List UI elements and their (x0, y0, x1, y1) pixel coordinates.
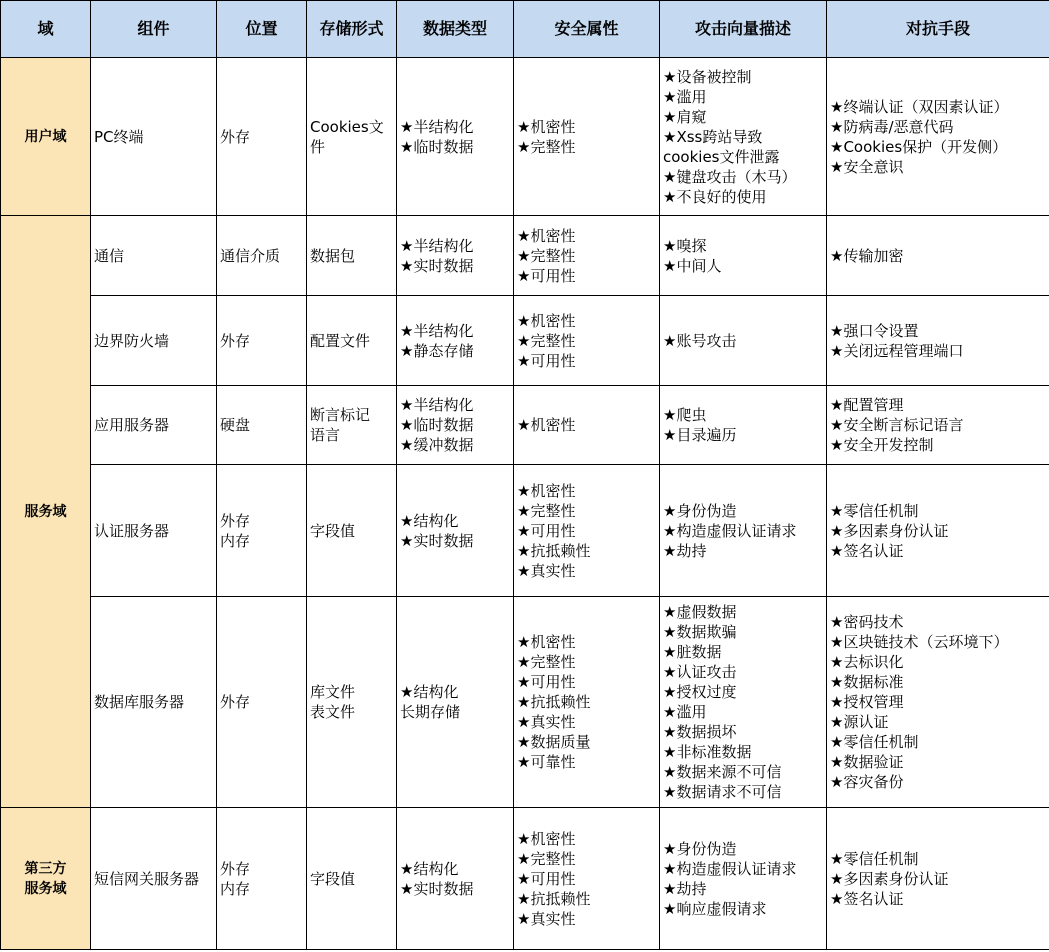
security-cell-line: ★机密性 (517, 226, 576, 245)
defense-cell (827, 597, 1049, 808)
storage-cell-line: 配置文件 (310, 331, 371, 350)
storage-cell-line: 库文件 (310, 683, 356, 701)
location-cell-line: 外存 (220, 127, 251, 146)
location-cell-line: 通信介质 (220, 246, 281, 265)
data-type-cell-line: ★实时数据 (400, 256, 474, 275)
security-cell-line: ★可用性 (517, 266, 576, 285)
data-type-cell-line: ★半结构化 (400, 321, 474, 340)
data-type-cell-line: ★结构化 (400, 683, 459, 701)
location-cell-line: 硬盘 (220, 416, 251, 434)
attack-cell-line: ★设备被控制 (663, 67, 752, 86)
component-cell-line: 数据库服务器 (94, 693, 185, 711)
defense-cell-line: ★传输加密 (830, 246, 904, 265)
security-cell-line: ★完整性 (517, 653, 576, 671)
component-cell-line: 通信 (94, 246, 125, 265)
security-cell-line: ★可用性 (517, 673, 576, 691)
component-cell (91, 296, 217, 386)
component-cell (91, 597, 217, 808)
defense-cell-line: ★零信任机制 (830, 501, 919, 520)
defense-cell (827, 465, 1049, 597)
location-cell (217, 597, 307, 808)
security-cell-line: ★可用性 (517, 521, 576, 540)
defense-cell-line: ★安全意识 (830, 157, 904, 176)
data-type-cell-line: ★缓冲数据 (400, 436, 474, 454)
domain-cell (1, 216, 91, 808)
security-cell-line: ★真实性 (517, 561, 576, 580)
security-cell-line: ★可靠性 (517, 753, 576, 771)
defense-cell-line: ★签名认证 (830, 889, 904, 908)
attack-cell-line: ★键盘攻击（木马） (663, 167, 797, 186)
security-cell-line: ★完整性 (517, 849, 576, 868)
attack-cell-line: ★构造虚假认证请求 (663, 521, 797, 540)
security-cell (514, 296, 660, 386)
data-type-cell (397, 386, 514, 465)
attack-cell-line: ★嗅探 (663, 236, 707, 255)
storage-cell (307, 58, 397, 216)
attack-cell-line: ★中间人 (663, 256, 722, 275)
storage-cell (307, 465, 397, 597)
component-cell (91, 386, 217, 465)
header-storage: 存储形式 (307, 1, 397, 58)
attack-cell (660, 597, 827, 808)
component-cell-line: PC终端 (94, 127, 144, 146)
data-type-cell-line: ★临时数据 (400, 416, 474, 434)
location-cell-line: 内存 (220, 879, 251, 898)
defense-cell-line: ★数据验证 (830, 753, 904, 771)
storage-cell (307, 597, 397, 808)
security-cell-line: ★真实性 (517, 713, 576, 731)
data-type-cell-line: ★半结构化 (400, 117, 474, 136)
security-cell (514, 386, 660, 465)
attack-cell (660, 296, 827, 386)
data-type-cell-line: ★静态存储 (400, 341, 474, 360)
domain-cell-line: 用户域 (24, 128, 67, 145)
defense-cell-line: ★去标识化 (830, 653, 904, 671)
defense-cell-line: ★关闭远程管理端口 (830, 341, 964, 360)
defense-cell-line: ★区块链技术（云环境下） (830, 633, 1009, 651)
data-type-cell (397, 808, 514, 950)
defense-cell-line: ★多因素身份认证 (830, 521, 949, 540)
defense-cell-line: ★Cookies保护（开发侧） (830, 137, 1008, 156)
security-cell-line: ★完整性 (517, 246, 576, 265)
attack-cell-line: ★滥用 (663, 703, 707, 721)
security-cell-line: ★完整性 (517, 331, 576, 350)
defense-cell-line: ★零信任机制 (830, 849, 919, 868)
data-type-cell (397, 465, 514, 597)
header-security: 安全属性 (514, 1, 660, 58)
attack-cell-line: ★身份伪造 (663, 839, 737, 858)
security-cell-line: ★抗抵赖性 (517, 889, 591, 908)
attack-cell (660, 58, 827, 216)
header-attack: 攻击向量描述 (660, 1, 827, 58)
security-cell-line: ★机密性 (517, 416, 576, 434)
location-cell-line: 外存 (220, 331, 251, 350)
attack-cell-line: ★身份伪造 (663, 501, 737, 520)
table-row (1, 808, 1049, 950)
header-defense: 对抗手段 (827, 1, 1049, 58)
storage-cell-line: 件 (310, 137, 326, 156)
component-cell (91, 465, 217, 597)
attack-cell-line: ★授权过度 (663, 683, 737, 701)
component-cell (91, 216, 217, 296)
data-type-cell-line: ★结构化 (400, 859, 459, 878)
security-cell-line: ★完整性 (517, 137, 576, 156)
defense-cell-line: ★签名认证 (830, 541, 904, 560)
attack-cell-line: ★响应虚假请求 (663, 899, 767, 918)
attack-cell-line: ★非标准数据 (663, 743, 752, 761)
data-type-cell-line: ★实时数据 (400, 531, 474, 550)
component-cell-line: 认证服务器 (94, 521, 170, 540)
table-row (1, 386, 1049, 465)
component-cell (91, 808, 217, 950)
table-row (1, 58, 1049, 216)
defense-cell (827, 386, 1049, 465)
component-cell-line: 短信网关服务器 (94, 869, 200, 888)
storage-cell (307, 808, 397, 950)
defense-cell-line: ★密码技术 (830, 613, 904, 631)
location-cell (217, 296, 307, 386)
defense-cell-line: ★配置管理 (830, 396, 904, 414)
attack-cell-line: ★脏数据 (663, 643, 722, 661)
data-type-cell-line: 长期存储 (400, 703, 461, 721)
security-cell (514, 597, 660, 808)
security-cell (514, 216, 660, 296)
attack-cell-line: ★肩窥 (663, 107, 707, 126)
attack-cell (660, 808, 827, 950)
data-type-cell-line: ★结构化 (400, 511, 459, 530)
defense-cell (827, 58, 1049, 216)
table-row (1, 597, 1049, 808)
location-cell (217, 465, 307, 597)
table-row (1, 216, 1049, 296)
location-cell (217, 386, 307, 465)
domain-cell (1, 808, 91, 950)
attack-cell-line: ★不良好的使用 (663, 187, 767, 206)
attack-cell-line: ★虚假数据 (663, 603, 737, 621)
storage-cell-line: Cookies文 (310, 117, 384, 136)
defense-cell-line: ★授权管理 (830, 693, 904, 711)
defense-cell-line: ★容灾备份 (830, 773, 904, 791)
attack-cell-line: ★劫持 (663, 879, 707, 898)
storage-cell-line: 表文件 (310, 703, 356, 721)
header-component: 组件 (91, 1, 217, 58)
data-type-cell-line: ★半结构化 (400, 236, 474, 255)
attack-cell-line: ★数据损坏 (663, 723, 737, 741)
security-cell-line: ★抗抵赖性 (517, 541, 591, 560)
header-row (1, 1, 1049, 58)
location-cell-line: 外存 (220, 693, 251, 711)
storage-cell (307, 296, 397, 386)
defense-cell (827, 808, 1049, 950)
attack-cell-line: ★Xss跨站导致 (663, 127, 763, 146)
table-body (1, 58, 1049, 950)
security-cell-line: ★机密性 (517, 481, 576, 500)
attack-cell-line: ★爬虫 (663, 406, 707, 424)
domain-cell (1, 58, 91, 216)
storage-cell (307, 216, 397, 296)
data-type-cell (397, 216, 514, 296)
storage-cell-line: 语言 (310, 426, 341, 444)
storage-cell-line: 断言标记 (310, 406, 371, 424)
location-cell-line: 外存 (220, 511, 251, 530)
defense-cell-line: ★安全断言标记语言 (830, 416, 964, 434)
domain-cell-line: 第三方 (24, 860, 67, 877)
attack-cell-line: ★劫持 (663, 541, 707, 560)
domain-cell-line: 服务域 (24, 503, 67, 520)
defense-cell-line: ★数据标准 (830, 673, 904, 691)
location-cell-line: 内存 (220, 531, 251, 550)
storage-cell-line: 数据包 (310, 246, 356, 265)
header-data-type: 数据类型 (397, 1, 514, 58)
security-cell-line: ★机密性 (517, 829, 576, 848)
security-cell-line: ★数据质量 (517, 733, 591, 751)
attack-cell-line: ★数据请求不可信 (663, 783, 782, 801)
security-cell (514, 808, 660, 950)
attack-cell-line: ★账号攻击 (663, 331, 737, 350)
security-cell-line: ★抗抵赖性 (517, 693, 591, 711)
attack-cell (660, 216, 827, 296)
attack-cell-line: ★数据来源不可信 (663, 763, 782, 781)
location-cell (217, 808, 307, 950)
storage-cell-line: 字段值 (310, 869, 356, 888)
defense-cell-line: ★强口令设置 (830, 321, 919, 340)
defense-cell-line: ★零信任机制 (830, 733, 919, 751)
security-cell (514, 465, 660, 597)
component-cell (91, 58, 217, 216)
attack-cell-line: cookies文件泄露 (663, 147, 780, 166)
defense-cell-line: ★安全开发控制 (830, 436, 934, 454)
component-cell-line: 应用服务器 (94, 416, 170, 434)
data-type-cell (397, 296, 514, 386)
defense-cell (827, 216, 1049, 296)
security-cell-line: ★完整性 (517, 501, 576, 520)
security-cell-line: ★可用性 (517, 869, 576, 888)
attack-cell-line: ★滥用 (663, 87, 707, 106)
header-location: 位置 (217, 1, 307, 58)
attack-cell-line: ★数据欺骗 (663, 623, 737, 641)
security-cell-line: ★机密性 (517, 633, 576, 651)
defense-cell (827, 296, 1049, 386)
location-cell-line: 外存 (220, 859, 251, 878)
domain-cell-line: 服务域 (24, 880, 67, 897)
defense-cell-line: ★源认证 (830, 713, 889, 731)
data-type-cell-line: ★半结构化 (400, 396, 474, 414)
location-cell (217, 216, 307, 296)
storage-cell (307, 386, 397, 465)
attack-cell-line: ★构造虚假认证请求 (663, 859, 797, 878)
security-cell (514, 58, 660, 216)
security-cell-line: ★机密性 (517, 117, 576, 136)
data-type-cell (397, 597, 514, 808)
attack-cell-line: ★认证攻击 (663, 663, 737, 681)
table-row (1, 465, 1049, 597)
defense-cell-line: ★终端认证（双因素认证） (830, 97, 1009, 116)
security-cell-line: ★机密性 (517, 311, 576, 330)
attack-cell (660, 465, 827, 597)
storage-cell-line: 字段值 (310, 521, 356, 540)
defense-cell-line: ★多因素身份认证 (830, 869, 949, 888)
header-domain: 域 (1, 1, 91, 58)
data-type-cell-line: ★临时数据 (400, 137, 474, 156)
security-cell-line: ★真实性 (517, 909, 576, 928)
table-row (1, 296, 1049, 386)
component-cell-line: 边界防火墙 (94, 331, 170, 350)
attack-cell (660, 386, 827, 465)
data-type-cell (397, 58, 514, 216)
security-cell-line: ★可用性 (517, 351, 576, 370)
location-cell (217, 58, 307, 216)
defense-cell-line: ★防病毒/恶意代码 (830, 117, 954, 136)
attack-cell-line: ★目录遍历 (663, 426, 737, 444)
data-type-cell-line: ★实时数据 (400, 879, 474, 898)
